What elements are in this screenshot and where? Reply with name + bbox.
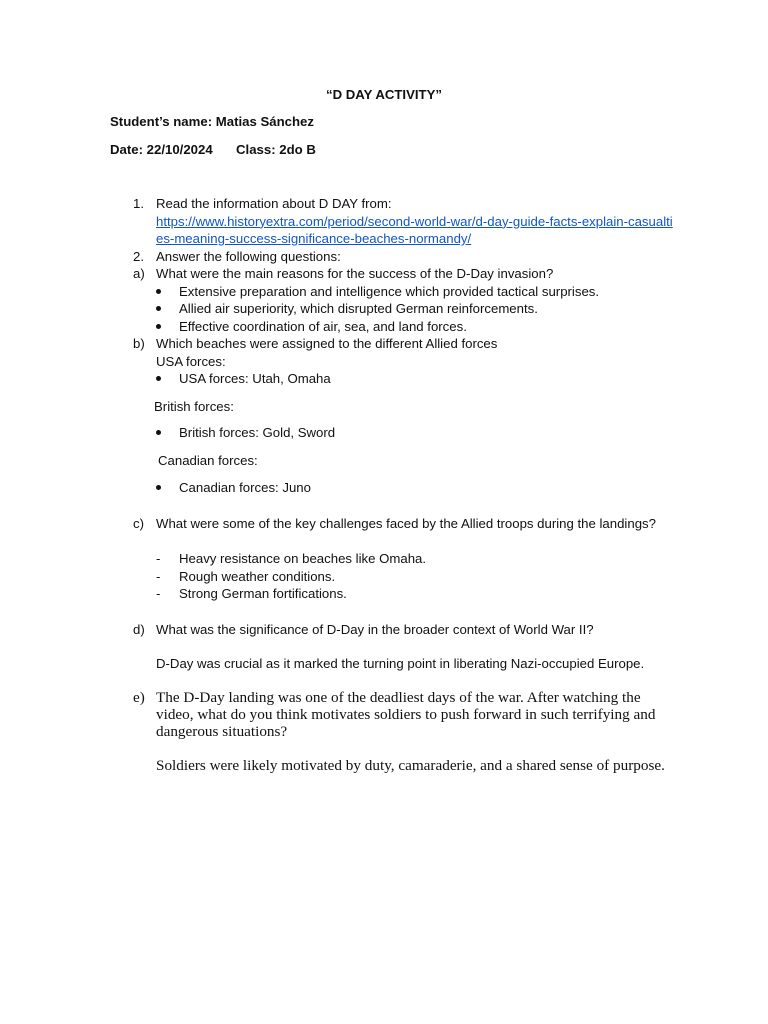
question-marker: d) [133,621,145,637]
date-label: Date: [110,142,143,157]
document-title: “D DAY ACTIVITY” [325,87,443,102]
bullet-icon [156,430,161,435]
answer-item: Canadian forces: Juno [133,479,673,497]
question-text: Which beaches were assigned to the different Allied forces [156,336,498,351]
answer-item: USA forces: Utah, Omaha [133,370,673,388]
activity-list [133,195,673,774]
instruction-read: Read the information about D DAY from: [156,196,392,211]
source-link[interactable]: https://www.historyextra.com/period/second-world-war/d-day-guide-facts-explain-casualties-meaning-success-significance-beaches-normandy/ [156,213,673,246]
answer-text: Soldiers were likely motivated by duty, camaraderie, and a shared sense of purpose. [156,756,665,774]
question-marker: b) [133,336,145,351]
question-text: What was the significance of D-Day in the broader context of World War II? [156,621,594,637]
question-b [133,335,673,370]
question-text: What were some of the key challenges faced by the Allied troops during the landings? [156,515,656,531]
bullet-icon [156,324,161,329]
question-marker: e) [133,688,145,706]
dash-marker: - [156,551,161,566]
bullet-icon [156,376,161,381]
answer-list [133,479,673,497]
question-text: What were the main reasons for the success of the D-Day invasion? [156,266,554,281]
answer-item: Extensive preparation and intelligence which provided tactical surprises. [133,283,673,301]
student-name-line [110,114,314,129]
question-marker: a) [133,266,145,281]
student-name-label: Student’s name: [110,114,213,129]
student-name-value: Matias Sánchez [215,114,314,129]
dash-marker: - [156,586,161,601]
list-item [133,248,673,266]
answer-list [133,370,673,388]
answer-item: Effective coordination of air, sea, and land forces. [133,318,673,336]
answer-item: - Strong German fortifications. [156,586,347,601]
british-label: British forces: [154,398,234,414]
answer-item: - Rough weather conditions. [156,568,336,584]
class-label: Class: [236,142,276,157]
answer-list [133,283,673,336]
question-d [133,621,673,639]
question-c [133,515,673,533]
answer-item: Allied air superiority, which disrupted German reinforcements. [133,300,673,318]
bullet-icon [156,289,161,294]
date-class-line [110,142,316,157]
class-value: 2do B [279,142,316,157]
answer-text: D-Day was crucial as it marked the turning point in liberating Nazi-occupied Europe. [156,656,645,671]
bullet-icon [156,485,161,490]
list-item [133,195,673,248]
canadian-label: Canadian forces: [158,452,258,468]
question-marker: c) [133,515,144,531]
usa-label: USA forces: [156,353,226,369]
list-marker: 2. [133,248,144,264]
question-e [133,689,673,740]
answer-item: - Heavy resistance on beaches like Omaha. [156,551,427,566]
question-a [133,265,673,283]
answer-list [133,424,673,442]
answer-item: British forces: Gold, Sword [133,424,673,442]
list-marker: 1. [133,196,144,211]
instruction-answer: Answer the following questions: [156,248,341,264]
answer-list [133,550,673,603]
dash-marker: - [156,568,161,584]
question-text: The D-Day landing was one of the deadliest days of the war. After watching the video, what do you think motivates soldiers to push forward in such terrifying and dangerous situations? [156,688,656,740]
date-value: 22/10/2024 [146,142,213,157]
bullet-icon [156,306,161,311]
